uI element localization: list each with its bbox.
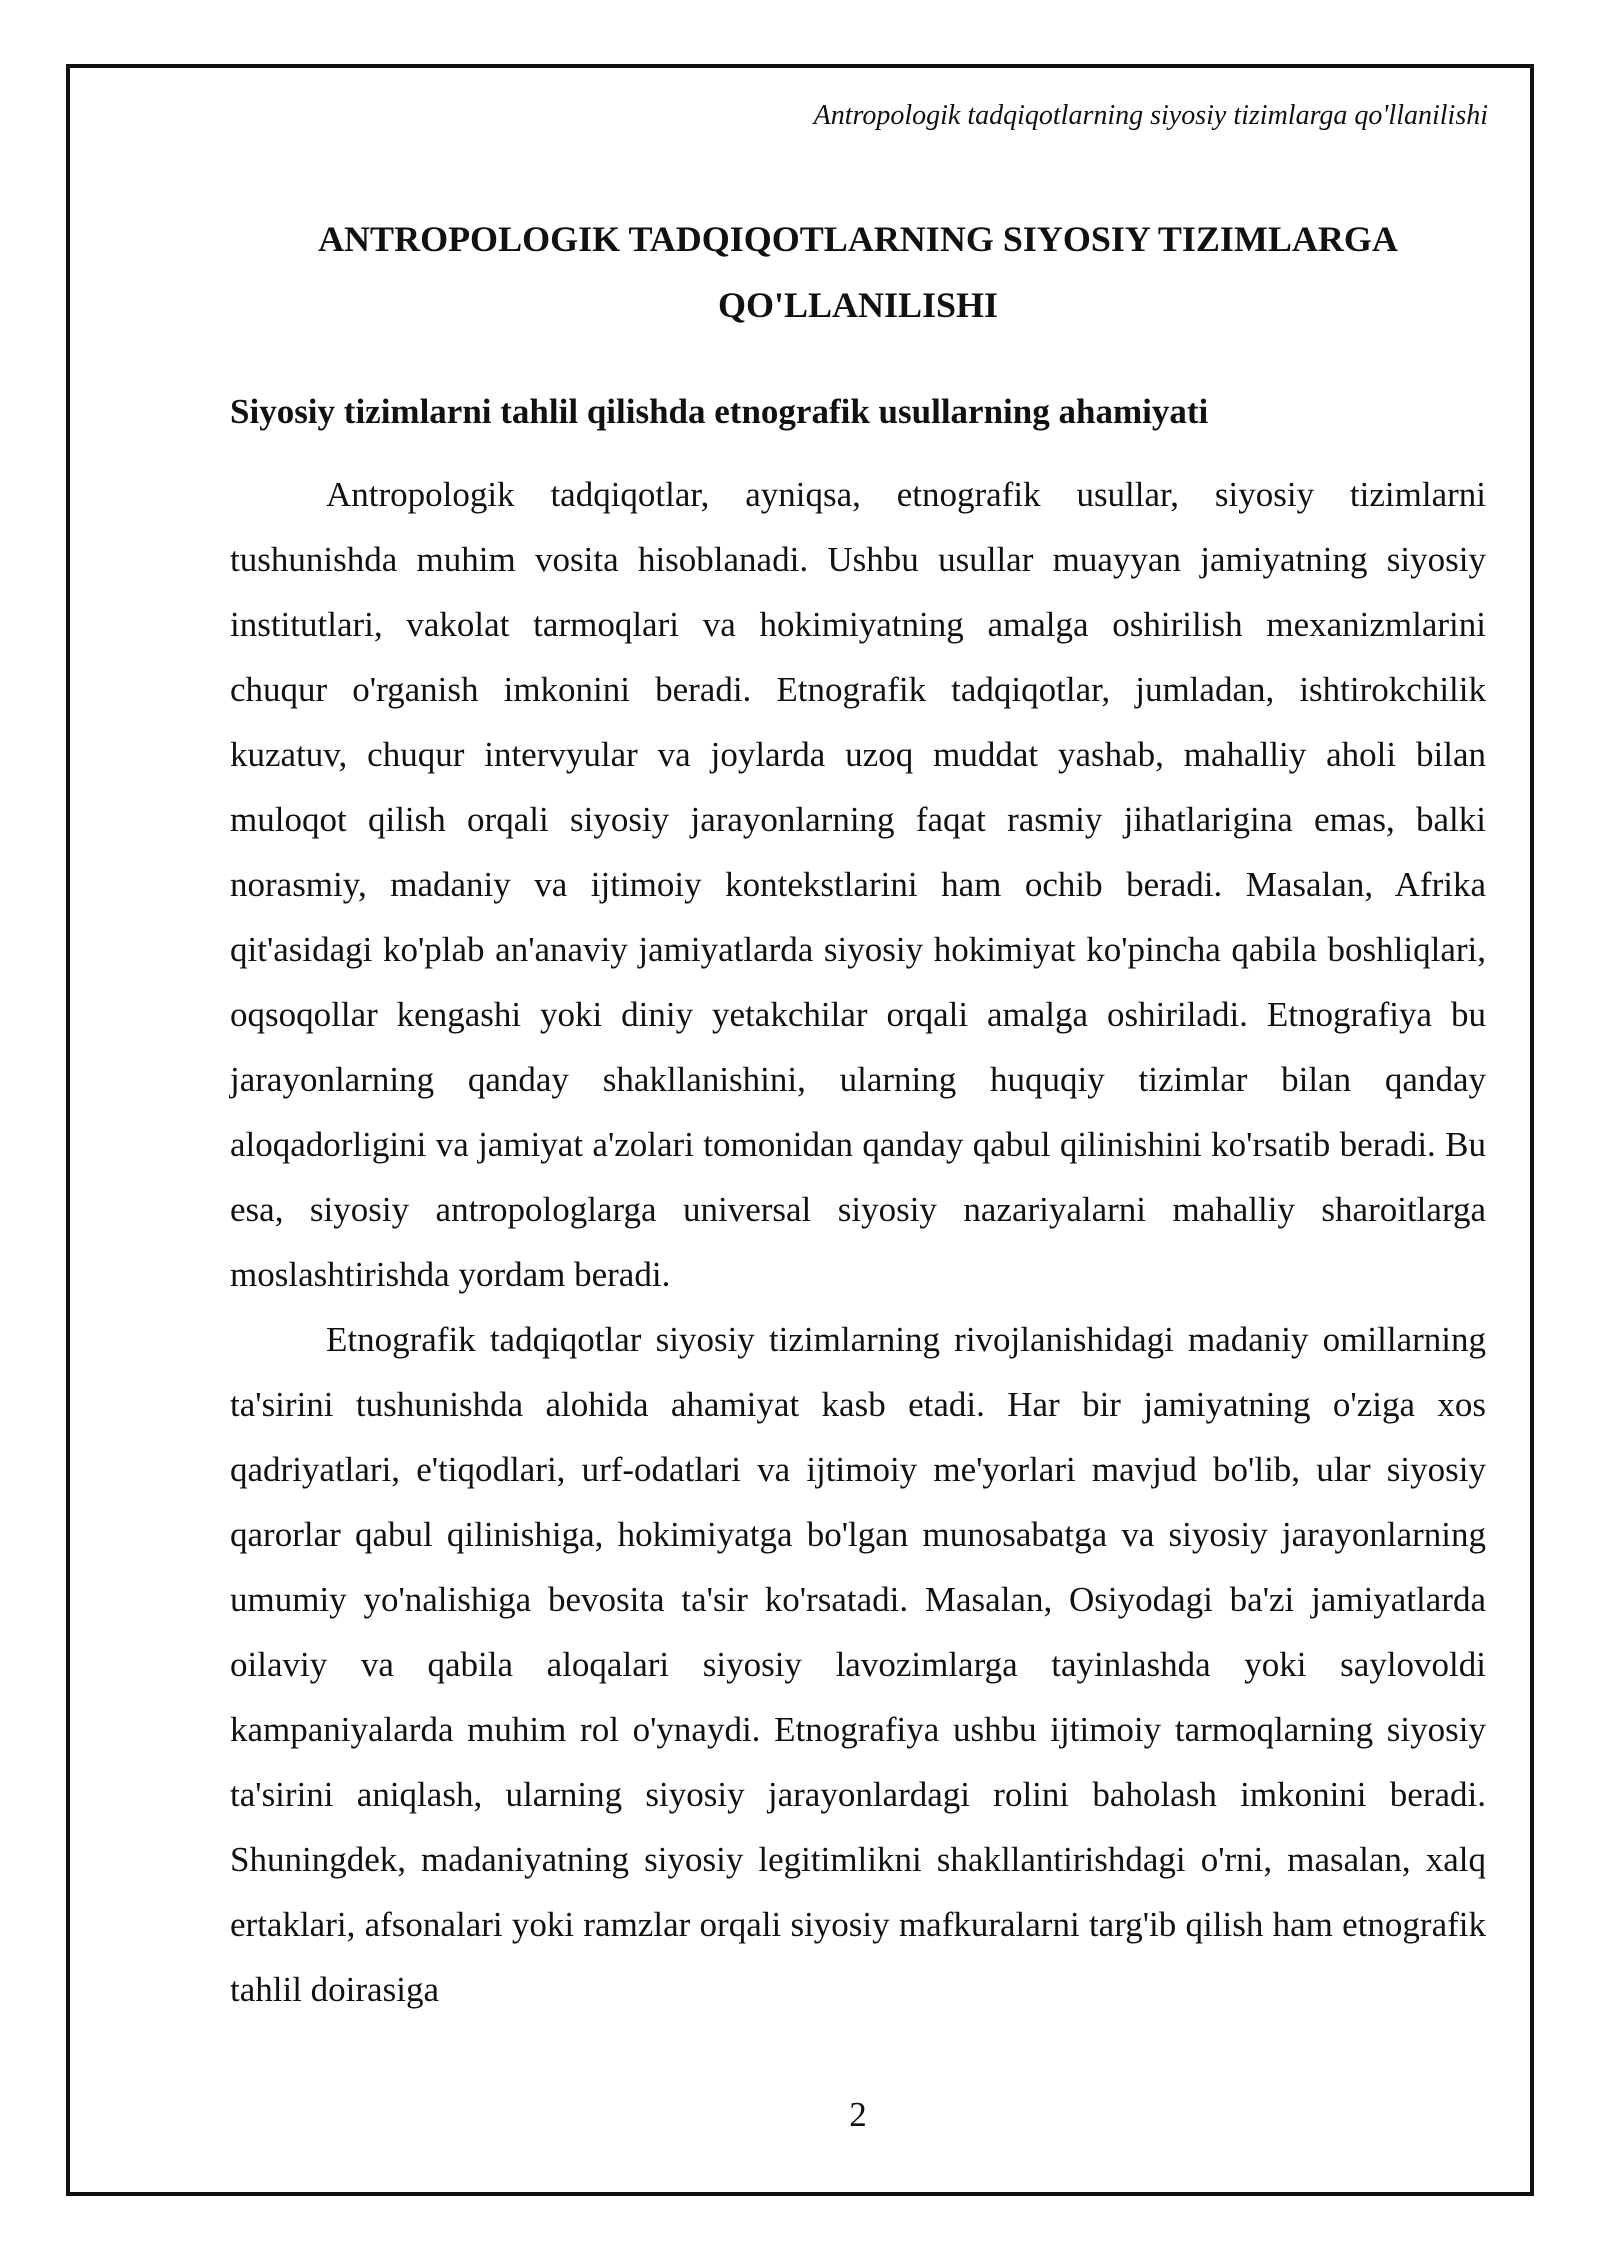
body-text xyxy=(230,462,1486,2022)
document-title-line-1: ANTROPOLOGIK TADQIQOTLARNING SIYOSIY TIZIMLARGA xyxy=(318,219,1398,259)
document-title xyxy=(230,206,1486,338)
running-header: Antropologik tadqiqotlarning siyosiy tizimlarga qo'llanilishi xyxy=(813,100,1488,131)
page-number: 2 xyxy=(849,2095,867,2134)
paragraph-2: Etnografik tadqiqotlar siyosiy tizimlarning rivojlanishidagi madaniy omillarning ta'sirini tushunishda alohida ahamiyat kasb etadi. Har bir jamiyatning o'ziga xos qadriyatlari, e'tiqodlari, urf-odatlari va ijtimoiy me'yorlari mavjud bo'lib, ular siyosiy qarorlar qabul qilinishiga, hokimiyatga bo'lgan munosabatga va siyosiy jarayonlarning umumiy yo'nalishiga bevosita ta'sir ko'rsatadi. Masalan, Osiyodagi ba'zi jamiyatlarda oilaviy va qabila aloqalari siyosiy lavozimlarga tayinlashda yoki saylovoldi kampaniyalarda muhim rol o'ynaydi. Etnografiya ushbu ijtimoiy tarmoqlarning siyosiy ta'sirini aniqlash, ularning siyosiy jarayonlardagi rolini baholash imkonini beradi. Shuningdek, madaniyatning siyosiy legitimlikni shakllantirishdagi o'rni, masalan, xalq ertaklari, afsonalari yoki ramzlar orqali siyosiy mafkuralarni targ'ib qilish ham etnografik tahlil doirasiga xyxy=(230,1320,1486,2009)
paragraph-1: Antropologik tadqiqotlar, ayniqsa, etnografik usullar, siyosiy tizimlarni tushunishda muhim vosita hisoblanadi. Ushbu usullar muayyan jamiyatning siyosiy institutlari, vakolat tarmoqlari va hokimiyatning amalga oshirilish mexanizmlarini chuqur o'rganish imkonini beradi. Etnografik tadqiqotlar, jumladan, ishtirokchilik kuzatuv, chuqur intervyular va joylarda uzoq muddat yashab, mahalliy aholi bilan muloqot qilish orqali siyosiy jarayonlarning faqat rasmiy jihatlarigina emas, balki norasmiy, madaniy va ijtimoiy kontekstlarini ham ochib beradi. Masalan, Afrika qit'asidagi ko'plab an'anaviy jamiyatlarda siyosiy hokimiyat ko'pincha qabila boshliqlari, oqsoqollar kengashi yoki diniy yetakchilar orqali amalga oshiriladi. Etnografiya bu jarayonlarning qanday shakllanishini, ularning huquqiy tizimlar bilan qanday aloqadorligini va jamiyat a'zolari tomonidan qanday qabul qilinishini ko'rsatib beradi. Bu esa, siyosiy antropologlarga universal siyosiy nazariyalarni mahalliy sharoitlarga moslashtirishda yordam beradi. xyxy=(230,475,1486,1294)
document-title-line-2: QO'LLANILISHI xyxy=(717,285,999,325)
section-heading: Siyosiy tizimlarni tahlil qilishda etnografik usullarning ahamiyati xyxy=(230,392,1209,431)
